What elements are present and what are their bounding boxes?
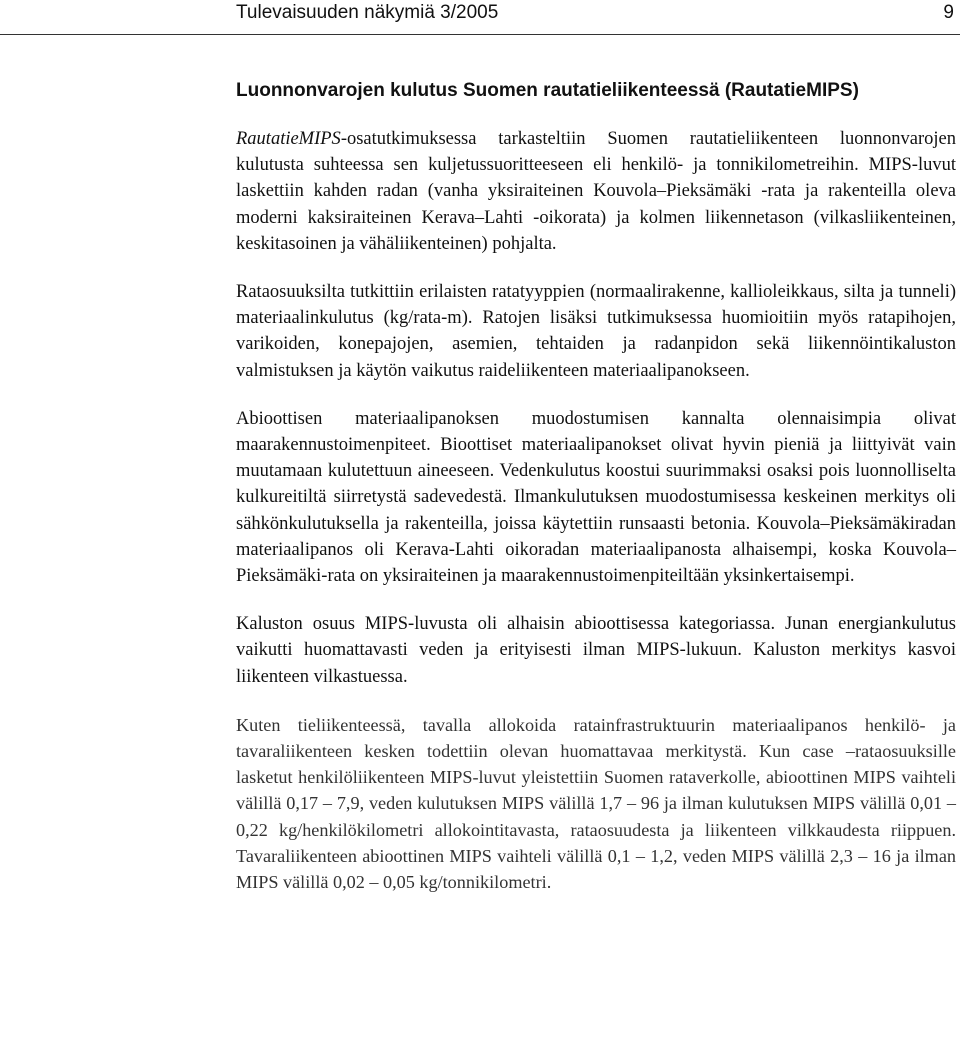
page-number: 9: [943, 2, 954, 23]
project-name: RautatieMIPS: [236, 129, 341, 149]
paragraph-4: Kaluston osuus MIPS-luvusta oli alhaisin abioottisessa kategoriassa. Junan energiankulutus vaikutti huomattavasti veden ja erityisesti ilman MIPS-lukuun. Kaluston merkitys kasvoi liikenteen vilkastuessa.: [236, 614, 956, 687]
paragraph-5: Kuten tieliikenteessä, tavalla allokoida ratainfrastruktuurin materiaalipanos henkilö- ja tavaraliikenteen kesken todettiin olevan huomattavaa merkitystä. Kun case –rataosuuksille lasketut henkilöliikenteen MIPS-luvut yleistettiin Suomen rataverkolle, abioottinen MIPS vaihteli välillä 0,17 – 7,9, veden kulutuksen MIPS välillä 1,7 – 96 ja ilman kulutuksen MIPS välillä 0,01 – 0,22 kg/henkilökilometri allokointitavasta, rataosuudesta ja liikenteen vilkkaudesta riippuen. Tavaraliikenteen abioottinen MIPS vaihteli välillä 0,1 – 1,2, veden MIPS välillä 2,3 – 16 ja ilman MIPS välillä 0,02 – 0,05 kg/tonnikilometri.: [236, 714, 956, 893]
publication-title: Tulevaisuuden näkymiä 3/2005: [236, 2, 499, 23]
running-header: [0, 0, 960, 35]
paragraph-3: Abioottisen materiaalipanoksen muodostumisen kannalta olennaisimpia olivat maarakennustoimenpiteet. Bioottiset materiaalipanokset olivat hyvin pieniä ja liittyivät vain muutamaan kulutettuun aineeseen. Vedenkulutus koostui suurimmaksi osaksi pois luonnolliselta kulkureitiltä siirretystä sadevedestä. Ilmankulutuksen muodostumisessa keskeinen merkitys oli sähkönkulutuksella ja rakenteilla, joissa käytettiin runsaasti betonia. Kouvola–Pieksämäkiradan materiaalipanos oli Kerava-Lahti oikoradan materiaalipanosta alhaisempi, koska Kouvola–Pieksämäki-rata on yksiraiteinen ja maarakennustoimenpiteiltään yksinkertaisempi.: [236, 408, 956, 587]
paragraph-1-text: -osatutkimuksessa tarkasteltiin Suomen rautatieliikenteen luonnonvarojen kulutusta suhteessa sen kuljetussuoritteeseen eli henkilö- ja tonnikilometreihin. MIPS-luvut laskettiin kahden radan (vanha yksiraiteinen Kouvola–Pieksämäki -rata ja rakenteilla oleva moderni kaksiraiteinen Kerava–Lahti -oikorata) ja kolmen liikennetason (vilkasliikenteinen, keskitasoinen ja vähäliikenteinen) pohjalta.: [236, 129, 956, 254]
article-body: [236, 78, 956, 917]
paragraph-1: [236, 126, 956, 257]
article-heading: Luonnonvarojen kulutus Suomen rautatieliikenteessä (RautatieMIPS): [236, 80, 859, 101]
paragraph-2: Rataosuuksilta tutkittiin erilaisten ratatyyppien (normaalirakenne, kallioleikkaus, silta ja tunneli) materiaalinkulutus (kg/rata-m). Ratojen lisäksi tutkimuksessa huomioitiin myös ratapihojen, varikoiden, konepajojen, asemien, tehtaiden ja radanpidon sekä liikennöintikaluston valmistuksen ja käytön vaikutus raideliikenteen materiaalipanokseen.: [236, 282, 956, 381]
